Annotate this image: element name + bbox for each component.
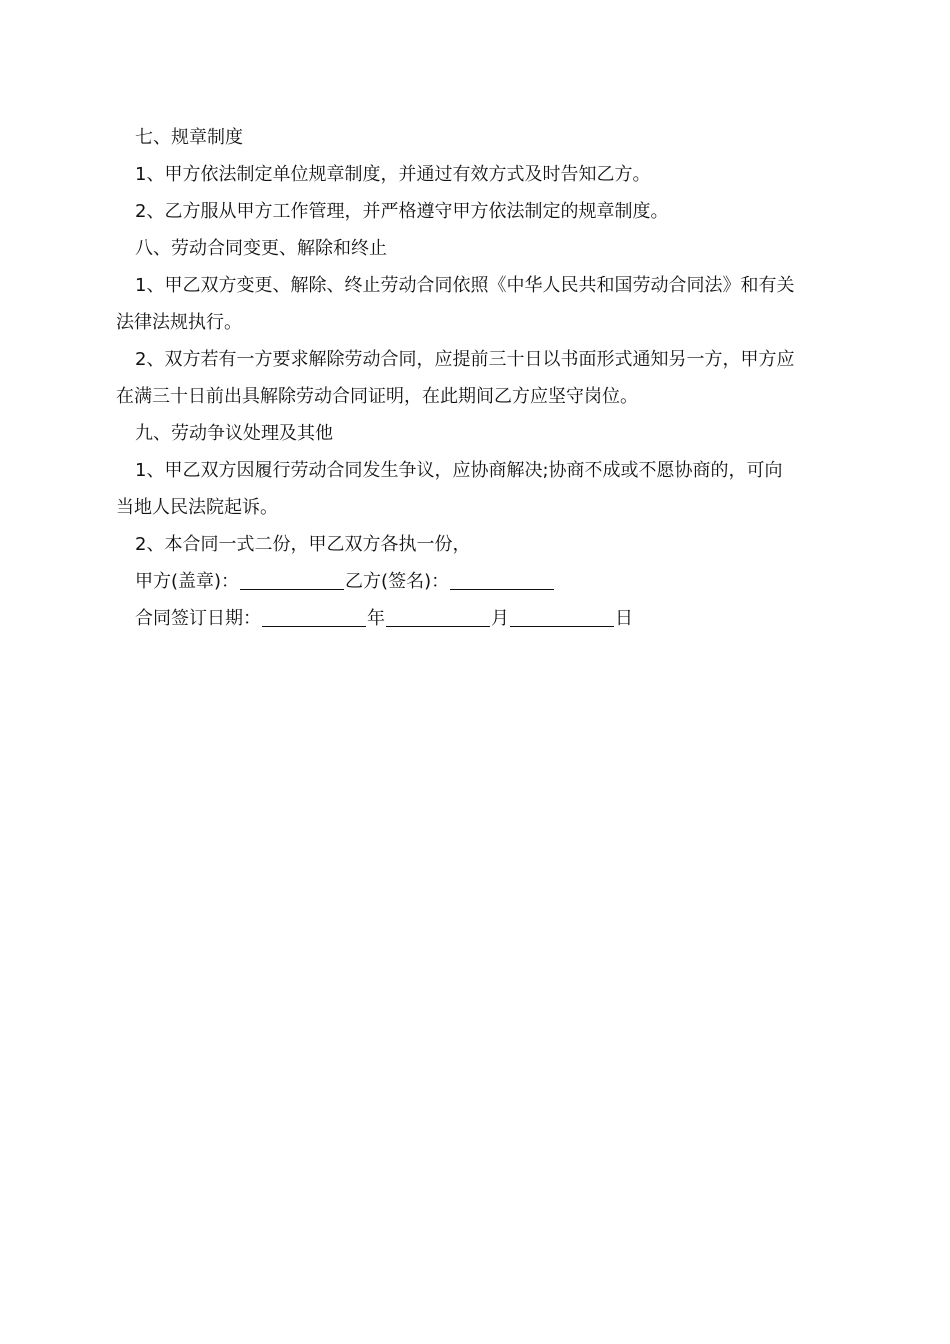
party-b-signature-blank[interactable]: [450, 567, 554, 590]
document-body: [116, 119, 836, 637]
paragraph: 2、乙方服从甲方工作管理，并严格遵守甲方依法制定的规章制度。: [135, 201, 669, 222]
date-label: 合同签订日期：: [135, 608, 261, 629]
paragraph: 1、甲方依法制定单位规章制度，并通过有效方式及时告知乙方。: [135, 164, 651, 185]
party-a-label: 甲方(盖章)：: [135, 571, 240, 592]
month-blank[interactable]: [386, 604, 490, 627]
year-label: 年: [367, 608, 385, 629]
section-heading-rules: 七、规章制度: [135, 127, 243, 148]
paragraph: 2、双方若有一方要求解除劳动合同，应提前三十日以书面形式通知另一方，甲方应: [135, 349, 795, 370]
day-blank[interactable]: [510, 604, 614, 627]
paragraph-continuation: 法律法规执行。: [116, 312, 242, 333]
paragraph-continuation: 在满三十日前出具解除劳动合同证明，在此期间乙方应坚守岗位。: [116, 386, 638, 407]
paragraph-continuation: 当地人民法院起诉。: [116, 497, 278, 518]
party-a-signature-blank[interactable]: [240, 567, 344, 590]
month-label: 月: [491, 608, 509, 629]
party-b-label: 乙方(签名)：: [345, 571, 450, 592]
paragraph: 1、甲乙双方变更、解除、终止劳动合同依照《中华人民共和国劳动合同法》和有关: [135, 275, 795, 296]
section-heading-contract-changes: 八、劳动合同变更、解除和终止: [135, 238, 387, 259]
signature-line: [116, 563, 836, 600]
section-heading-disputes: 九、劳动争议处理及其他: [135, 423, 333, 444]
paragraph: 1、甲乙双方因履行劳动合同发生争议，应协商解决;协商不成或不愿协商的，可向: [135, 460, 783, 481]
paragraph: 2、本合同一式二份，甲乙双方各执一份，: [135, 534, 471, 555]
day-label: 日: [615, 608, 633, 629]
date-line: [116, 600, 836, 637]
year-blank[interactable]: [262, 604, 366, 627]
